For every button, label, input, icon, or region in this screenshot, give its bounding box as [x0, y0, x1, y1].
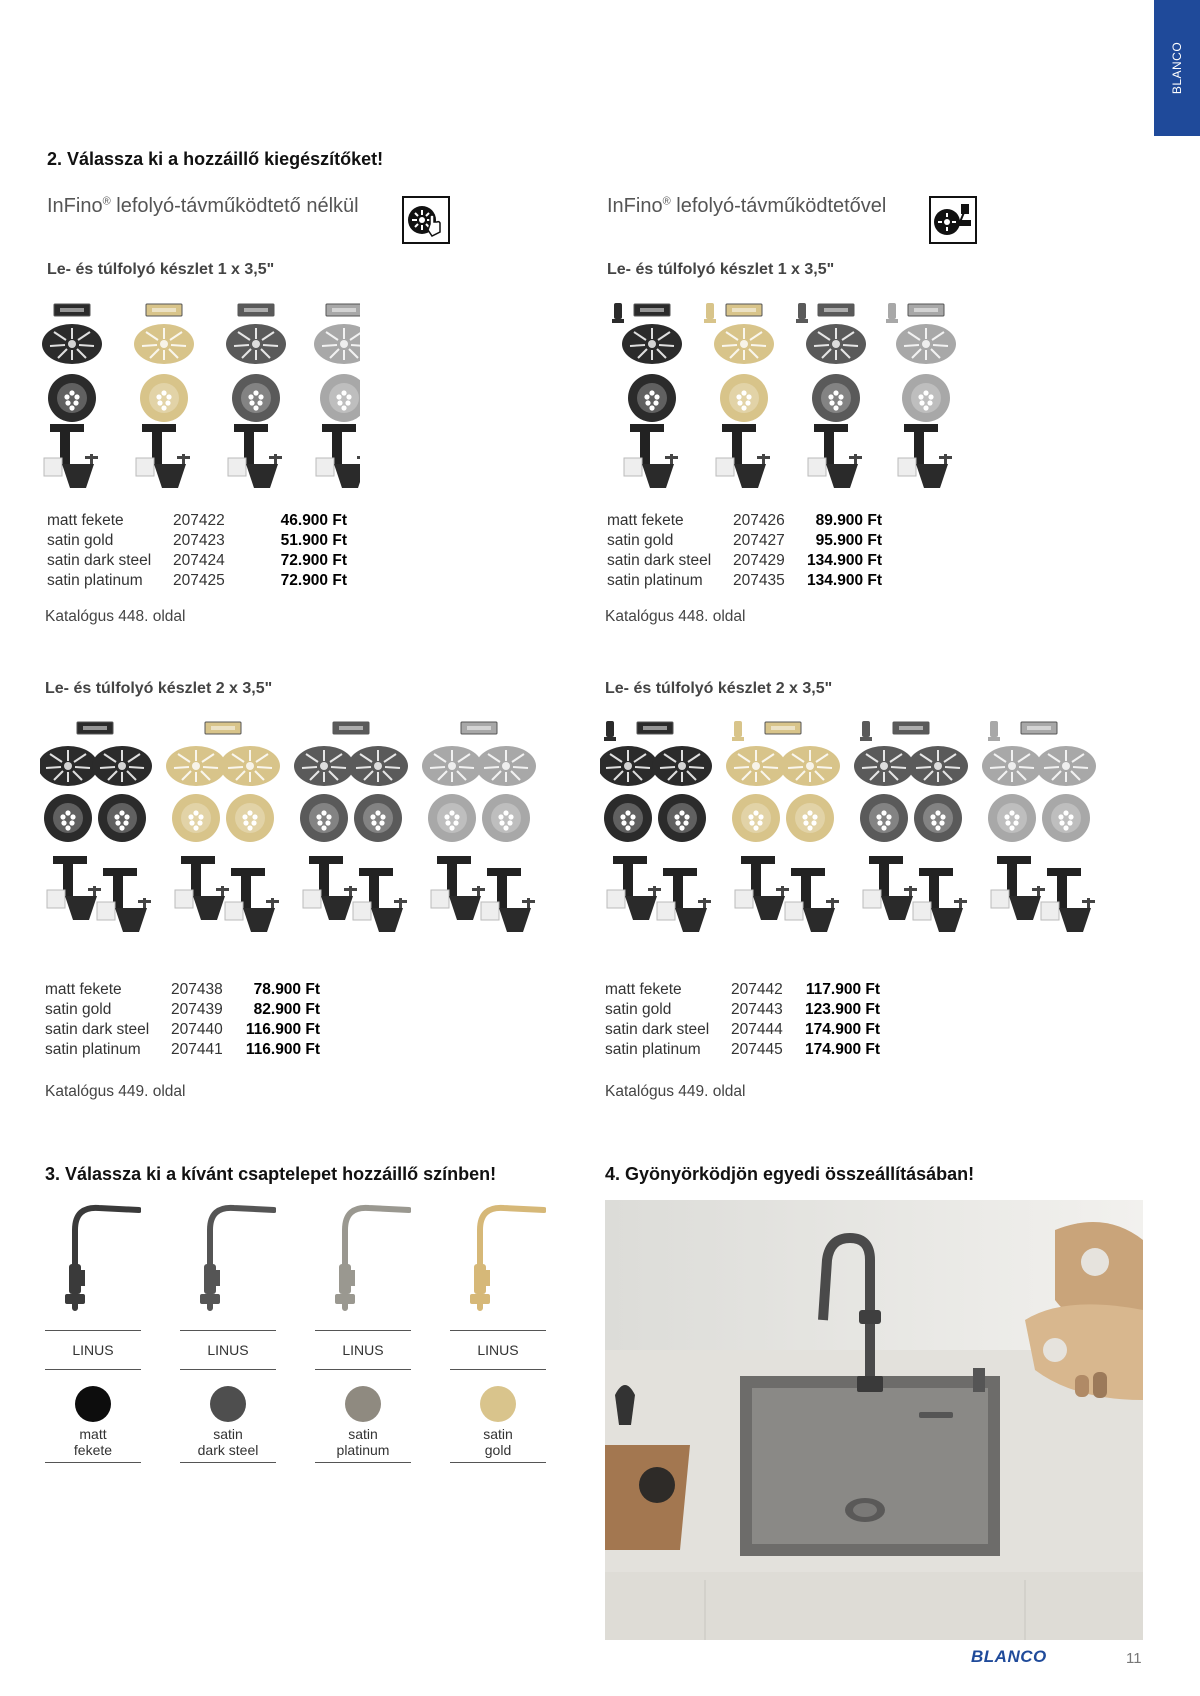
strainer-basket — [300, 794, 348, 842]
remote-button — [886, 303, 898, 323]
remote-button — [988, 721, 1000, 741]
siphon — [481, 868, 535, 932]
siphon — [624, 424, 678, 488]
price-code: 207439 — [171, 1001, 223, 1018]
set-tl-title: Le- és túlfolyó készlet 1 x 3,5" — [47, 261, 275, 278]
brand-tab — [1154, 0, 1200, 136]
overflow-strip — [765, 722, 801, 734]
set-tl-catalog: Katalógus 448. oldal — [45, 608, 186, 625]
siphon — [607, 856, 661, 920]
color-line2: dark steel — [197, 1442, 259, 1458]
price-code: 207441 — [171, 1041, 223, 1058]
faucet-color-label — [45, 1426, 141, 1458]
strainer-basket — [988, 794, 1036, 842]
divider — [315, 1462, 411, 1463]
color-line1: matt — [79, 1426, 107, 1442]
color-swatch — [480, 1386, 516, 1422]
drain-plate — [600, 746, 658, 786]
strainer-basket — [320, 374, 360, 422]
siphon — [913, 868, 967, 932]
siphon — [657, 868, 711, 932]
price-value: 95.900 Ft — [815, 532, 882, 549]
divider — [315, 1369, 411, 1370]
siphon — [863, 856, 917, 920]
remote-button — [612, 303, 624, 323]
price-color: matt fekete — [605, 981, 682, 998]
overflow-strip — [818, 304, 854, 316]
overflow-strip — [634, 304, 670, 316]
remote-button — [704, 303, 716, 323]
price-row — [605, 981, 880, 1001]
color-swatch — [210, 1386, 246, 1422]
faucet-item[interactable] — [45, 1200, 141, 1470]
strainer-basket — [860, 794, 908, 842]
price-row — [605, 1021, 880, 1041]
set-br-catalog: Katalógus 449. oldal — [605, 1083, 746, 1100]
price-row — [607, 532, 882, 552]
price-row — [45, 981, 320, 1001]
price-row — [607, 572, 882, 592]
siphon — [316, 424, 360, 488]
left-heading — [47, 195, 359, 218]
strainer-basket — [232, 374, 280, 422]
price-code: 207427 — [733, 532, 785, 549]
divider — [180, 1330, 276, 1331]
kitchen-photo — [605, 1200, 1143, 1640]
price-color: satin gold — [45, 1001, 112, 1018]
faucet-color-label — [180, 1426, 276, 1458]
drain-plate — [622, 324, 682, 364]
siphon — [1041, 868, 1095, 932]
divider — [315, 1330, 411, 1331]
strainer-basket — [914, 794, 962, 842]
color-line2: gold — [484, 1442, 512, 1458]
step2-title: 2. Válassza ki a hozzáillő kiegészítőket! — [47, 149, 384, 169]
price-value: 82.900 Ft — [253, 1001, 320, 1018]
set-bl-catalog: Katalógus 449. oldal — [45, 1083, 186, 1100]
price-row — [45, 1001, 320, 1021]
siphon — [47, 856, 101, 920]
drain-plate — [476, 746, 536, 786]
overflow-strip — [333, 722, 369, 734]
price-color: matt fekete — [47, 512, 124, 529]
drain-plate — [854, 746, 914, 786]
siphon — [991, 856, 1045, 920]
step4-title: 4. Gyönyörködjön egyedi összeállításában! — [605, 1164, 975, 1184]
price-code: 207440 — [171, 1021, 223, 1038]
siphon — [228, 424, 282, 488]
price-row — [47, 512, 347, 532]
price-color: satin dark steel — [45, 1021, 150, 1038]
drain-plate — [982, 746, 1042, 786]
brand-tab-label: BLANCO — [1170, 41, 1184, 95]
overflow-strip — [205, 722, 241, 734]
strainer-basket — [720, 374, 768, 422]
strainer-basket — [428, 794, 476, 842]
right-heading — [607, 195, 886, 218]
overflow-strip — [146, 304, 182, 316]
price-value: 134.900 Ft — [807, 572, 882, 589]
overflow-strip — [77, 722, 113, 734]
faucet-name: LINUS — [72, 1342, 114, 1358]
overflow-strip — [1021, 722, 1057, 734]
overflow-strip — [908, 304, 944, 316]
page-number: 11 — [1126, 1650, 1142, 1667]
siphon — [716, 424, 770, 488]
price-value: 89.900 Ft — [815, 512, 882, 529]
remote-button — [860, 721, 872, 741]
siphon — [44, 424, 98, 488]
divider — [180, 1462, 276, 1463]
divider — [45, 1462, 141, 1463]
siphon — [735, 856, 789, 920]
drain-hand-icon — [402, 196, 450, 244]
strainer-basket — [354, 794, 402, 842]
price-value: 174.900 Ft — [805, 1041, 880, 1058]
color-line2: platinum — [336, 1442, 390, 1458]
strainer-basket — [1042, 794, 1090, 842]
set-tr-images — [600, 300, 970, 490]
price-row — [47, 572, 347, 592]
right-heading-reg: ® — [662, 195, 671, 208]
price-row — [607, 552, 882, 572]
faucet-item[interactable] — [450, 1200, 546, 1470]
divider — [45, 1330, 141, 1331]
price-code: 207424 — [173, 552, 225, 569]
price-row — [605, 1041, 880, 1061]
drain-plate — [806, 324, 866, 364]
drain-plate — [42, 324, 102, 364]
faucet-name: LINUS — [207, 1342, 249, 1358]
price-value: 174.900 Ft — [805, 1021, 880, 1038]
siphon — [785, 868, 839, 932]
strainer-basket — [140, 374, 188, 422]
siphon — [175, 856, 229, 920]
faucet-item[interactable] — [180, 1200, 276, 1470]
price-value: 46.900 Ft — [280, 512, 347, 529]
faucet-color-label — [450, 1426, 546, 1458]
overflow-strip — [326, 304, 360, 316]
overflow-strip — [461, 722, 497, 734]
blanco-logo: BLANCO — [971, 1647, 1047, 1666]
price-code: 207443 — [731, 1001, 783, 1018]
price-code: 207425 — [173, 572, 225, 589]
price-value: 116.900 Ft — [245, 1021, 320, 1038]
step3-title: 3. Válassza ki a kívánt csaptelepet hozzáillő színben! — [45, 1164, 497, 1184]
right-heading-rest: lefolyó-távműködtetővel — [670, 195, 887, 217]
faucet-name: LINUS — [477, 1342, 519, 1358]
strainer-basket — [48, 374, 96, 422]
divider — [450, 1369, 546, 1370]
price-code: 207435 — [733, 572, 785, 589]
overflow-strip — [54, 304, 90, 316]
price-value: 117.900 Ft — [805, 981, 880, 998]
siphon — [303, 856, 357, 920]
strainer-basket — [658, 794, 706, 842]
overflow-strip — [238, 304, 274, 316]
drain-plate — [220, 746, 280, 786]
price-color: satin dark steel — [607, 552, 712, 569]
price-code: 207444 — [731, 1021, 783, 1038]
set-br-images — [600, 718, 1110, 943]
overflow-strip — [637, 722, 673, 734]
siphon — [898, 424, 952, 488]
left-heading-brand: InFino — [47, 195, 103, 217]
price-value: 72.900 Ft — [280, 572, 347, 589]
price-row — [47, 552, 347, 572]
drain-plate — [726, 746, 786, 786]
price-code: 207438 — [171, 981, 223, 998]
overflow-strip — [726, 304, 762, 316]
drain-plate — [92, 746, 152, 786]
siphon — [97, 868, 151, 932]
siphon — [136, 424, 190, 488]
price-color: satin platinum — [47, 572, 143, 589]
price-code: 207426 — [733, 512, 785, 529]
color-swatch — [75, 1386, 111, 1422]
price-value: 51.900 Ft — [280, 532, 347, 549]
color-line1: satin — [348, 1426, 378, 1442]
price-code: 207429 — [733, 552, 785, 569]
price-value: 72.900 Ft — [280, 552, 347, 569]
strainer-basket — [482, 794, 530, 842]
left-heading-reg: ® — [102, 195, 111, 208]
strainer-basket — [604, 794, 652, 842]
color-line1: satin — [213, 1426, 243, 1442]
drain-plate — [166, 746, 226, 786]
color-line2: fekete — [73, 1442, 113, 1458]
price-value: 123.900 Ft — [805, 1001, 880, 1018]
set-tl-images — [40, 300, 360, 490]
price-row — [45, 1021, 320, 1041]
price-value: 134.900 Ft — [807, 552, 882, 569]
faucet-image — [180, 1200, 276, 1312]
strainer-basket — [812, 374, 860, 422]
faucet-image — [45, 1200, 141, 1312]
price-color: satin dark steel — [605, 1021, 710, 1038]
price-code: 207445 — [731, 1041, 783, 1058]
faucet-color-label — [315, 1426, 411, 1458]
strainer-basket — [628, 374, 676, 422]
price-color: satin gold — [47, 532, 114, 549]
divider — [450, 1462, 546, 1463]
price-color: matt fekete — [607, 512, 684, 529]
color-line1: satin — [483, 1426, 513, 1442]
price-row — [45, 1041, 320, 1061]
set-bl-images — [40, 718, 570, 943]
faucet-name: LINUS — [342, 1342, 384, 1358]
strainer-basket — [732, 794, 780, 842]
remote-button — [604, 721, 616, 741]
set-tr-title: Le- és túlfolyó készlet 1 x 3,5" — [607, 261, 835, 278]
price-color: satin platinum — [607, 572, 703, 589]
siphon — [225, 868, 279, 932]
left-heading-rest: lefolyó-távműködtető nélkül — [110, 195, 359, 217]
divider — [45, 1369, 141, 1370]
price-color: satin gold — [607, 532, 674, 549]
siphon — [431, 856, 485, 920]
remote-button — [796, 303, 808, 323]
siphon — [808, 424, 862, 488]
drain-plate — [422, 746, 482, 786]
drain-plate — [896, 324, 956, 364]
strainer-basket — [226, 794, 274, 842]
price-color: matt fekete — [45, 981, 122, 998]
price-value: 78.900 Ft — [253, 981, 320, 998]
set-tr-catalog: Katalógus 448. oldal — [605, 608, 746, 625]
set-bl-title: Le- és túlfolyó készlet 2 x 3,5" — [45, 680, 273, 697]
set-br-title: Le- és túlfolyó készlet 2 x 3,5" — [605, 680, 833, 697]
price-color: satin platinum — [605, 1041, 701, 1058]
divider — [180, 1369, 276, 1370]
strainer-basket — [44, 794, 92, 842]
drain-remote-icon — [929, 196, 977, 244]
strainer-basket — [902, 374, 950, 422]
drain-plate — [1036, 746, 1096, 786]
strainer-basket — [172, 794, 220, 842]
faucet-image — [450, 1200, 546, 1312]
drain-plate — [652, 746, 712, 786]
price-color: satin platinum — [45, 1041, 141, 1058]
drain-plate — [226, 324, 286, 364]
faucet-image — [315, 1200, 411, 1312]
overflow-strip — [893, 722, 929, 734]
remote-button — [732, 721, 744, 741]
price-code: 207422 — [173, 512, 225, 529]
price-color: satin gold — [605, 1001, 672, 1018]
drain-plate — [314, 324, 360, 364]
faucet-list — [45, 1200, 555, 1470]
price-row — [605, 1001, 880, 1021]
drain-plate — [348, 746, 408, 786]
right-heading-brand: InFino — [607, 195, 663, 217]
price-code: 207423 — [173, 532, 225, 549]
drain-plate — [294, 746, 354, 786]
price-value: 116.900 Ft — [245, 1041, 320, 1058]
divider — [450, 1330, 546, 1331]
price-row — [47, 532, 347, 552]
strainer-basket — [98, 794, 146, 842]
drain-plate — [134, 324, 194, 364]
drain-plate — [40, 746, 98, 786]
price-color: satin dark steel — [47, 552, 152, 569]
drain-plate — [780, 746, 840, 786]
strainer-basket — [786, 794, 834, 842]
faucet-item[interactable] — [315, 1200, 411, 1470]
siphon — [353, 868, 407, 932]
color-swatch — [345, 1386, 381, 1422]
price-row — [607, 512, 882, 532]
price-code: 207442 — [731, 981, 783, 998]
drain-plate — [714, 324, 774, 364]
drain-plate — [908, 746, 968, 786]
